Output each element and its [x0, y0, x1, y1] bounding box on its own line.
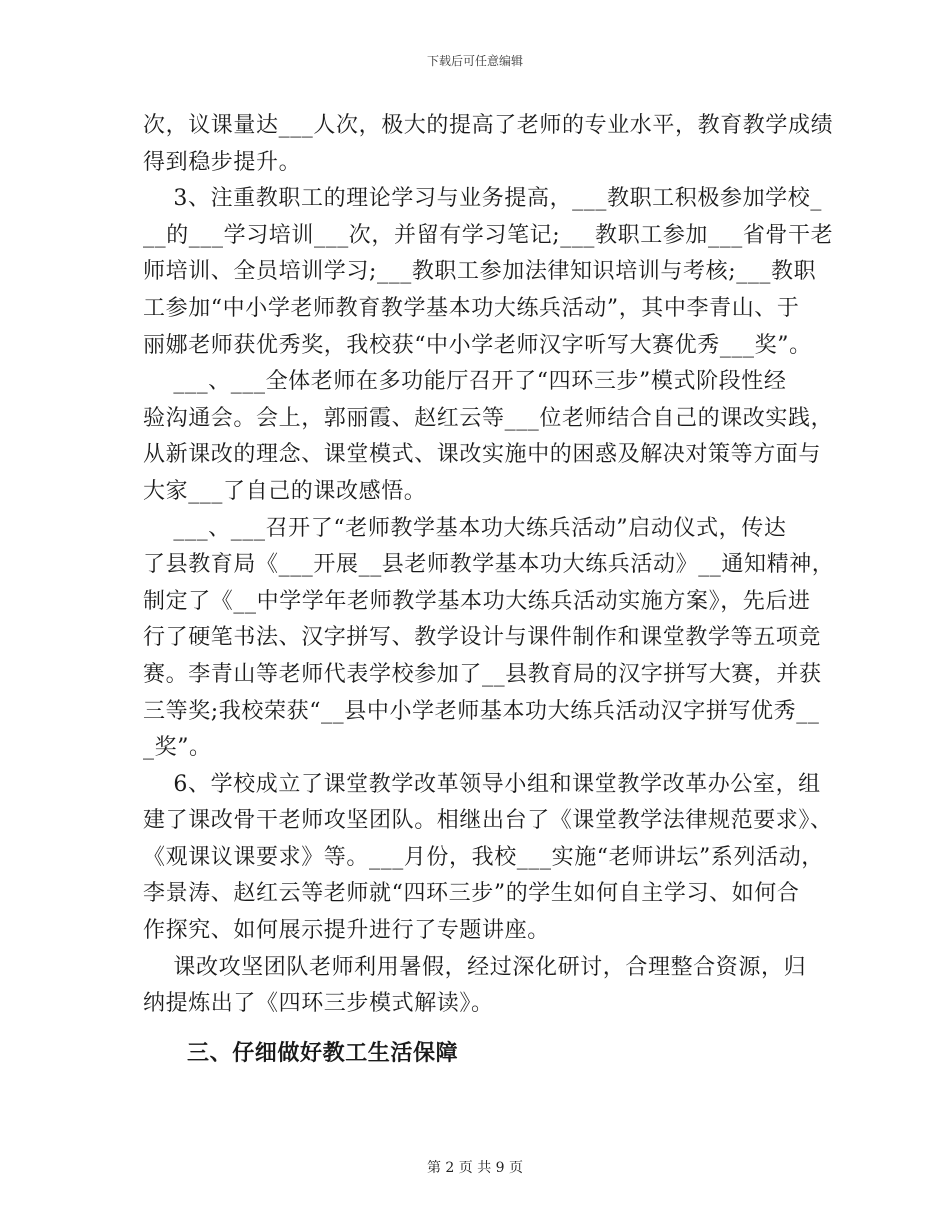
text-line: 行了硬笔书法、汉字拼写、教学设计与课件制作和课堂教学等五项竞	[143, 625, 822, 651]
text-line: 工参加“中小学老师教育教学基本功大练兵活动”，其中李青山、于	[143, 295, 800, 321]
text-line: 作探究、如何展示提升进行了专题讲座。	[143, 918, 550, 944]
text-line: 次，议课量达___人次，极大的提高了老师的专业水平，教育教学成绩	[143, 113, 834, 138]
text-line: 李景涛、赵红云等老师就“四环三步”的学生如何自主学习、如何合	[143, 881, 800, 907]
text-line: ___、___全体老师在多功能厅召开了“四环三步”模式阶段性经	[143, 369, 787, 395]
text-line: 了县教育局《___开展__县老师教学基本功大练兵活动》__通知精神，	[143, 552, 835, 578]
text-line: 《观课议课要求》等。___月份，我校___实施“老师讲坛”系列活动，	[143, 844, 824, 870]
text-line: 从新课改的理念、课堂模式、课改实施中的困惑及解决对策等方面与	[143, 442, 822, 468]
text-line: 建了课改骨干老师攻坚团队。相继出台了《课堂教学法律规范要求》、	[143, 808, 833, 834]
text-line: 验沟通会。会上，郭丽霞、赵红云等___位老师结合自己的课改实践，	[143, 405, 834, 431]
text-line: __的___学习培训___次，并留有学习笔记;___教职工参加___省骨干老	[143, 222, 834, 248]
text-line: 大家___了自己的课改感悟。	[143, 478, 427, 504]
text-line: 赛。李青山等老师代表学校参加了__县教育局的汉字拼写大赛，并获	[143, 661, 822, 687]
text-line: 三等奖;我校荣获“__县中小学老师基本功大练兵活动汉字拼写优秀__	[143, 698, 820, 724]
text-line: 6、学校成立了课堂教学改革领导小组和课堂教学改革办公室，组	[143, 771, 821, 797]
text-line: 3、注重教职工的理论学习与业务提高，___教职工积极参加学校_	[143, 186, 822, 212]
text-line: 制定了《__中学学年老师教学基本功大练兵活动实施方案》，先后进	[143, 588, 811, 614]
text-line: 师培训、全员培训学习;___教职工参加法律知识培训与考核;___教职	[143, 259, 817, 285]
text-line: 得到稳步提升。	[143, 149, 302, 175]
text-line: _奖”。	[143, 735, 212, 761]
body-text	[143, 108, 835, 1023]
text-line: ___、___召开了“老师教学基本功大练兵活动”启动仪式，传达	[143, 515, 787, 541]
text-line: 课改攻坚团队老师利用暑假，经过深化研讨，合理整合资源，归	[143, 954, 807, 980]
section-heading: 三、仔细做好教工生活保障	[187, 1041, 459, 1066]
page-header: 下载后可任意编辑	[426, 54, 523, 68]
text-line: 丽娜老师获优秀奖，我校获“中小学老师汉字听写大赛优秀___奖”。	[143, 332, 812, 358]
page-footer: 第 2 页 共 9 页	[426, 1160, 524, 1176]
text-line: 纳提炼出了《四环三步模式解读》。	[143, 991, 494, 1017]
